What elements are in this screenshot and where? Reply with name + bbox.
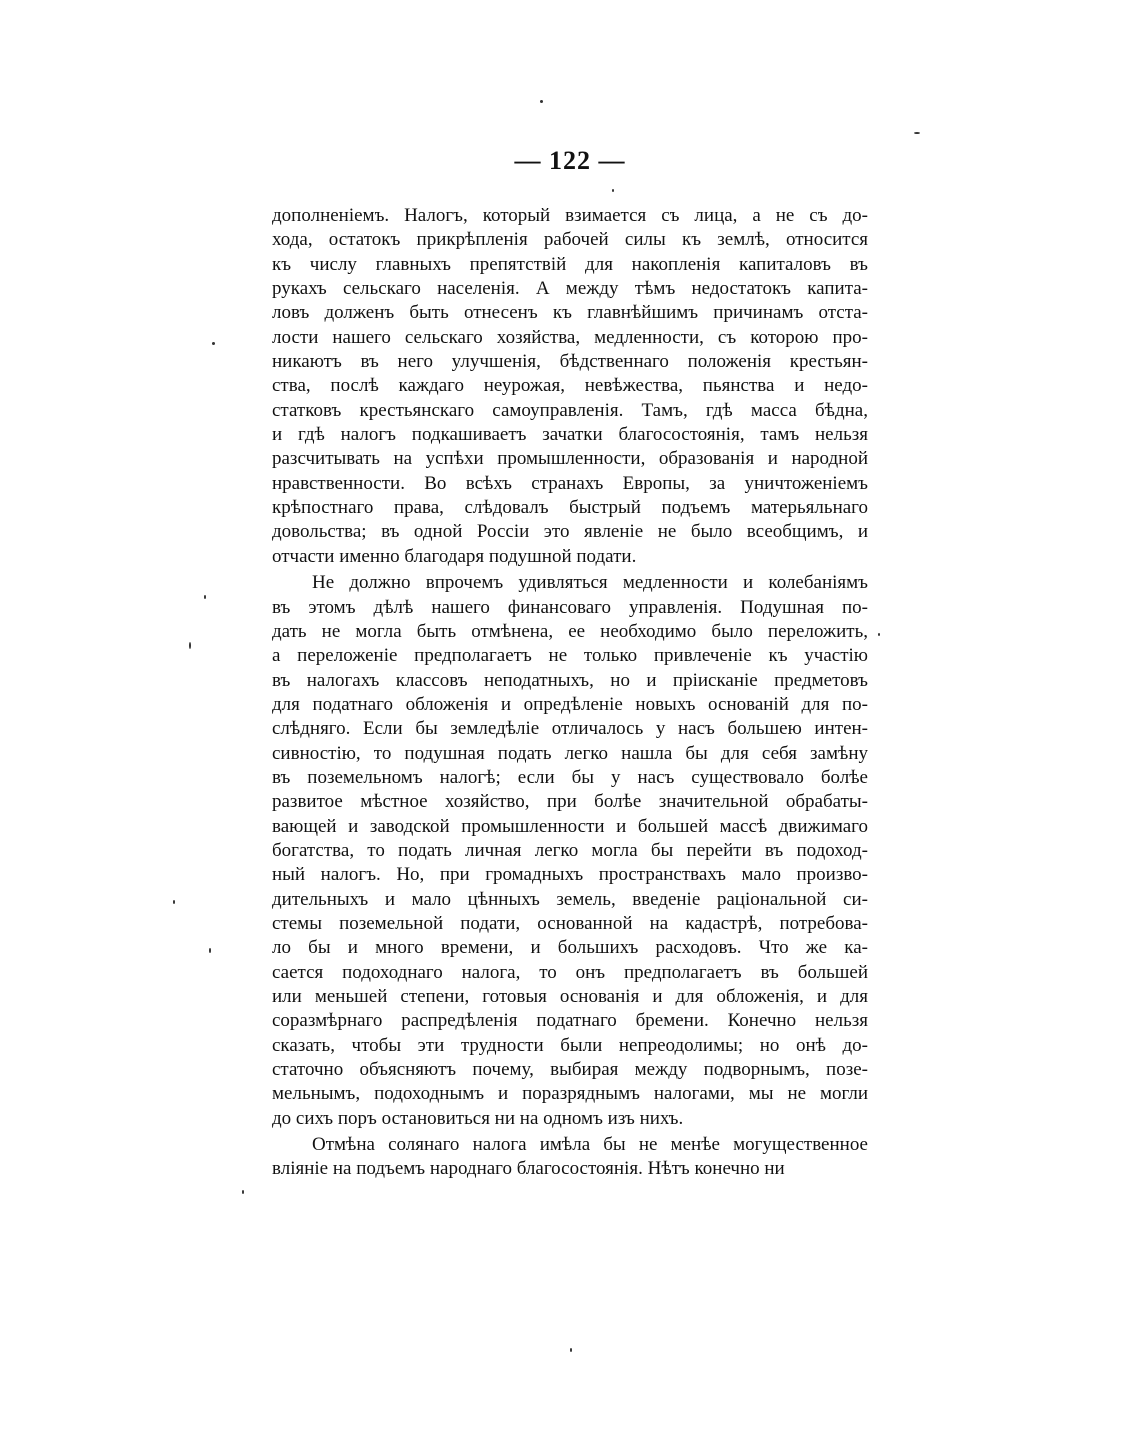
scan-speck [242, 1190, 244, 1194]
text-line: никаютъ въ него улучшенія, бѣдственнаго положенія крестьян- [272, 351, 868, 373]
scan-speck [878, 633, 880, 636]
text-line: статочно объясняютъ почему, выбирая между подворнымъ, позе- [272, 1059, 868, 1081]
text-line: мельнымъ, подоходнымъ и поразряднымъ налогами, мы не могли [272, 1083, 868, 1105]
scan-speck [612, 189, 614, 192]
text-line: лости нашего сельскаго хозяйства, медленности, съ которою про- [272, 326, 868, 348]
text-line: рукахъ сельскаго населенія. А между тѣмъ недостатокъ капита- [272, 278, 868, 300]
text-line: сказать, чтобы эти трудности были непреодолимы; но онѣ до- [272, 1034, 868, 1056]
paragraph [272, 571, 868, 1131]
scan-speck [212, 342, 215, 345]
text-line: вліяніе на подъемъ народнаго благосостоянія. Нѣтъ конечно ни [272, 1158, 785, 1180]
text-line: ный налогъ. Но, при громадныхъ пространствахъ мало произво- [272, 864, 868, 886]
text-line: разсчитывать на успѣхи промышленности, образованія и народной [272, 448, 868, 470]
text-line: ства, послѣ каждаго неурожая, невѣжества, пьянства и недо- [272, 375, 868, 397]
page-number: — 122 — [514, 146, 626, 175]
text-line: въ налогахъ классовъ неподатныхъ, но и пріисканіе предметовъ [272, 669, 868, 691]
text-line: довольства; въ одной Россіи это явленіе не было всеобщимъ, и [272, 521, 868, 543]
text-line: отчасти именно благодаря подушной подати. [272, 545, 637, 567]
scan-speck [204, 595, 206, 599]
text-line: Отмѣна солянаго налога имѣла бы не менѣе могущественное [312, 1134, 868, 1156]
text-line: дительныхъ и мало цѣнныхъ земель, введеніе раціональной си- [272, 888, 868, 910]
text-line: а переложеніе предполагаетъ не только привлеченіе къ участію [272, 645, 868, 667]
text-line: и гдѣ налогъ подкашиваетъ зачатки благосостоянія, тамъ нельзя [272, 424, 868, 446]
text-line: Не должно впрочемъ удивляться медленности и колебаніямъ [312, 572, 868, 594]
text-line: ловъ долженъ быть отнесенъ къ главнѣйшимъ причинамъ отста- [272, 302, 868, 324]
text-line: вающей и заводской промышленности и большей массѣ движимаго [272, 815, 868, 837]
text-line: въ этомъ дѣлѣ нашего финансоваго управленія. Подушная по- [272, 596, 868, 618]
text-line: соразмѣрнаго распредѣленія податнаго бремени. Конечно нельзя [272, 1010, 868, 1032]
text-line: къ числу главныхъ препятствій для накопленія капиталовъ въ [272, 253, 868, 275]
scan-speck [570, 1348, 572, 1352]
paragraph [272, 204, 868, 569]
scan-speck [914, 132, 920, 134]
text-line: богатства, то подать личная легко могла бы перейти въ подоход- [272, 839, 868, 861]
text-line: крѣпостнаго права, слѣдовалъ быстрый подъемъ матерьяльнаго [272, 497, 868, 519]
text-line: для податнаго обложенія и опредѣленіе новыхъ основаній для по- [272, 693, 868, 715]
text-line: сается подоходнаго налога, то онъ предполагаетъ въ большей [272, 961, 868, 983]
text-line: ло бы и много времени, и большихъ расходовъ. Что же ка- [272, 937, 868, 959]
text-line: нравственности. Во всѣхъ странахъ Европы, за уничтоженіемъ [272, 472, 868, 494]
text-line: сивностію, то подушная подать легко нашла бы для себя замѣну [272, 742, 868, 764]
scan-speck [540, 100, 543, 103]
scan-speck [209, 948, 211, 953]
text-line: до сихъ поръ остановиться ни на одномъ изъ нихъ. [272, 1107, 684, 1129]
paragraph [272, 1133, 868, 1182]
text-line: слѣдняго. Если бы земледѣліе отличалось у насъ большею интен- [272, 718, 868, 740]
text-line: дополненіемъ. Налогъ, который взимается съ лица, а не съ до- [272, 205, 868, 226]
body-text [272, 204, 868, 1182]
text-line: или меньшей степени, готовыя основанія и для обложенія, и для [272, 986, 868, 1007]
text-line: развитое мѣстное хозяйство, при болѣе значительной обрабаты- [272, 791, 868, 813]
text-line: дать не могла быть отмѣнена, ее необходимо было переложить, [272, 620, 868, 642]
text-line: стемы поземельной подати, основанной на кадастрѣ, потребова- [272, 912, 868, 934]
text-line: въ поземельномъ налогѣ; если бы у насъ существовало болѣе [272, 766, 868, 788]
text-line: хода, остатокъ прикрѣпленія рабочей силы къ землѣ, относится [272, 229, 868, 251]
scan-speck [173, 900, 175, 904]
scan-speck [189, 642, 191, 649]
text-line: статковъ крестьянскаго самоуправленія. Тамъ, гдѣ масса бѣдна, [272, 399, 868, 421]
